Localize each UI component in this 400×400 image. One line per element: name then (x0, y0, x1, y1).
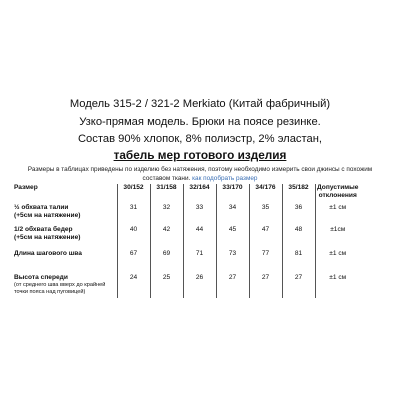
fabric-composition: Состав 90% хлопок, 8% полиэстр, 2% эластан, (77, 133, 323, 145)
table-cell: 81 (282, 250, 315, 274)
table-cell: 44 (183, 226, 216, 250)
table-cell: 36 (282, 202, 315, 226)
size-header-30-152: 30/152 (117, 184, 150, 202)
row-label-sub: (от среднего шва вверх до крайней точки пояса над пуговицей) (14, 282, 106, 295)
table-cell: 67 (117, 250, 150, 274)
table-cell: 34 (216, 202, 249, 226)
table-cell: 47 (249, 226, 282, 250)
row-label-main: Длина шагового шва (14, 250, 82, 257)
table-row (14, 250, 360, 274)
tolerance-header (315, 184, 360, 202)
table-row (14, 274, 360, 298)
table-cell: 32 (150, 202, 183, 226)
table-cell: 77 (249, 250, 282, 274)
table-cell: 71 (183, 250, 216, 274)
size-note (8, 165, 392, 183)
size-table (14, 184, 360, 298)
row-label-main: Высота спереди (14, 274, 68, 281)
table-cell: 25 (150, 274, 183, 298)
table-cell: 73 (216, 250, 249, 274)
table-cell: 33 (183, 202, 216, 226)
table-cell: 27 (249, 274, 282, 298)
tolerance-cell: ±1 см (315, 274, 360, 298)
table-cell: 42 (150, 226, 183, 250)
table-cell: 40 (117, 226, 150, 250)
table-cell: 27 (216, 274, 249, 298)
size-header-35-182: 35/182 (282, 184, 315, 202)
size-table-header-row (14, 184, 360, 202)
size-header-34-176: 34/176 (249, 184, 282, 202)
table-row (14, 202, 360, 226)
row-label (14, 226, 117, 250)
tolerance-header-line2: отклонения (318, 192, 357, 199)
tolerance-header-line1: Допустимые (317, 184, 359, 191)
size-note-line1: Размеры в таблицах приведены по изделию без натяжения, поэтому необходимо измерить свои джинсы с похожим (27, 166, 373, 173)
row-label (14, 250, 117, 274)
size-note-line2-text: составом ткани. (142, 175, 193, 182)
how-to-choose-size-link[interactable]: как подобрать размер (192, 175, 258, 182)
table-row (14, 226, 360, 250)
row-label-main: 1/2 обхвата бедер (14, 226, 73, 233)
size-note-line2 (8, 174, 392, 183)
size-table-title: табель мер готового изделия (113, 148, 287, 162)
row-label (14, 274, 117, 298)
row-label-sub: (+5см на натяжение) (14, 212, 81, 219)
model-description: Узко-прямая модель. Брюки на поясе резинке. (79, 116, 321, 128)
table-cell: 31 (117, 202, 150, 226)
table-cell: 69 (150, 250, 183, 274)
tolerance-cell: ±1 см (315, 250, 360, 274)
tolerance-cell: ±1см (315, 226, 360, 250)
row-label-main: ½ обхвата талии (14, 204, 69, 211)
table-cell: 27 (282, 274, 315, 298)
table-cell: 48 (282, 226, 315, 250)
tolerance-cell: ±1 см (315, 202, 360, 226)
table-cell: 26 (183, 274, 216, 298)
row-label (14, 202, 117, 226)
size-header-32-164: 32/164 (183, 184, 216, 202)
row-label-sub: (+5см на натяжение) (14, 234, 81, 241)
size-column-header: Размер (14, 184, 38, 191)
model-title: Модель 315-2 / 321-2 Merkiato (Китай фабричный) (69, 98, 331, 110)
table-cell: 24 (117, 274, 150, 298)
size-header-31-158: 31/158 (150, 184, 183, 202)
table-cell: 35 (249, 202, 282, 226)
size-header-33-170: 33/170 (216, 184, 249, 202)
table-cell: 45 (216, 226, 249, 250)
